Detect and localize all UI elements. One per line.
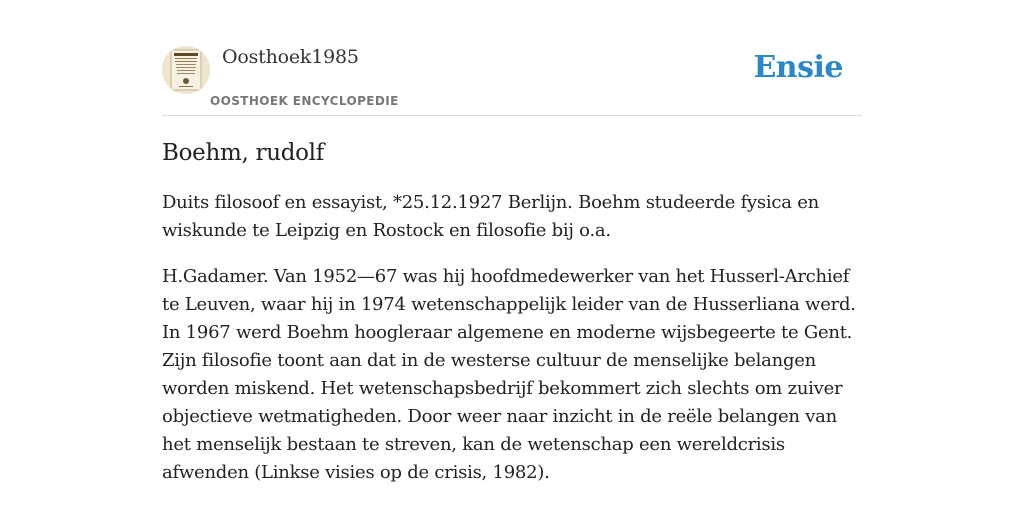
book-cover-icon [162, 46, 210, 94]
entry-header [162, 44, 862, 116]
entry-title: Boehm, rudolf [162, 140, 324, 166]
author-avatar[interactable] [162, 46, 210, 94]
source-label[interactable]: OOSTHOEK ENCYCLOPEDIE [210, 94, 399, 108]
site-logo[interactable]: Ensie [753, 50, 843, 85]
author-name[interactable]: Oosthoek1985 [222, 46, 359, 68]
entry-paragraph: Duits filosoof en essayist, *25.12.1927 Berlijn. Boehm studeerde fysica en wiskunde te Leipzig en Rostock en filosofie bij o.a. [162, 192, 819, 241]
entry-paragraph: H.Gadamer. Van 1952—67 was hij hoofdmedewerker van het Husserl-Archief te Leuven, waar hij in 1974 wetenschappelijk leider van de Husserliana werd. In 1967 werd Boehm hoogleraar algemene en moderne wijsbegeerte te Gent. Zijn filosofie toont aan dat in de westerse cultuur de menselijke belangen worden miskend. Het wetenschapsbedrijf bekommert zich slechts om zuiver objectieve wetmatigheden. Door weer naar inzicht in de reële belangen van het menselijk bestaan te streven, kan de wetenschap een wereldcrisis afwenden (Linkse visies op de crisis, 1982). [162, 266, 856, 483]
entry-card [162, 44, 862, 487]
